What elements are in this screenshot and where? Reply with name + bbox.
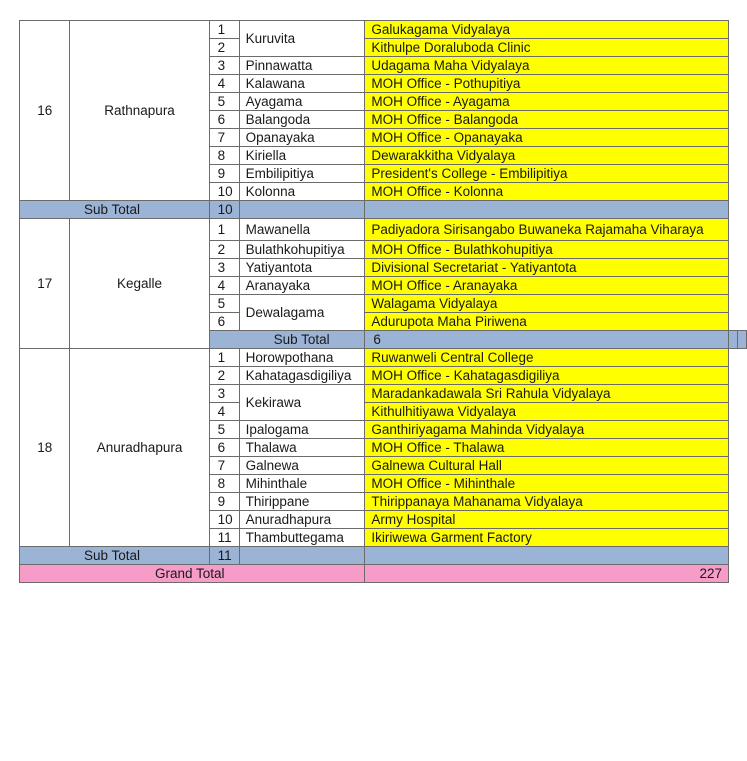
center-name: MOH Office - Bulathkohupitiya: [365, 241, 729, 259]
center-name: Ikiriwewa Garment Factory: [365, 529, 729, 547]
row-index: 2: [209, 39, 239, 57]
row-index: 10: [209, 183, 239, 201]
center-name: MOH Office - Aranayaka: [365, 277, 729, 295]
row-index: 1: [209, 21, 239, 39]
row-index: 5: [209, 93, 239, 111]
subtotal-label: Sub Total: [20, 547, 210, 565]
center-name: President's College - Embilipitiya: [365, 165, 729, 183]
row-index: 2: [209, 241, 239, 259]
center-name: Dewarakkitha Vidyalaya: [365, 147, 729, 165]
row-index: 7: [209, 457, 239, 475]
location-name: Pinnawatta: [239, 57, 365, 75]
row-index: 1: [209, 219, 239, 241]
district-name: Rathnapura: [70, 21, 209, 201]
center-name: Kithulpe Doraluboda Clinic: [365, 39, 729, 57]
location-name: Mihinthale: [239, 475, 365, 493]
grand-total-value: 227: [365, 565, 729, 583]
row-index: 5: [209, 295, 239, 313]
location-name: Ipalogama: [239, 421, 365, 439]
subtotal-label: Sub Total: [209, 331, 365, 349]
location-name: Dewalagama: [239, 295, 365, 331]
location-name: Galnewa: [239, 457, 365, 475]
center-name: MOH Office - Pothupitiya: [365, 75, 729, 93]
grand-total-label: Grand Total: [20, 565, 365, 583]
center-name: Maradankadawala Sri Rahula Vidyalaya: [365, 385, 729, 403]
center-name: Padiyadora Sirisangabo Buwaneka Rajamaha Viharaya: [365, 219, 729, 241]
center-name: Divisional Secretariat - Yatiyantota: [365, 259, 729, 277]
location-name: Ayagama: [239, 93, 365, 111]
center-name: MOH Office - Thalawa: [365, 439, 729, 457]
row-index: 6: [209, 439, 239, 457]
row-index: 3: [209, 385, 239, 403]
row-index: 3: [209, 259, 239, 277]
row-index: 4: [209, 277, 239, 295]
center-name: Galnewa Cultural Hall: [365, 457, 729, 475]
row-index: 3: [209, 57, 239, 75]
subtotal-value: 6: [365, 331, 729, 349]
row-index: 4: [209, 75, 239, 93]
center-name: Ganthiriyagama Mahinda Vidyalaya: [365, 421, 729, 439]
subtotal-row: [20, 547, 747, 565]
location-name: Embilipitiya: [239, 165, 365, 183]
location-name: Opanayaka: [239, 129, 365, 147]
district-name: Anuradhapura: [70, 349, 209, 547]
subtotal-value: 10: [209, 201, 239, 219]
row-index: 8: [209, 147, 239, 165]
row-index: 9: [209, 493, 239, 511]
center-name: MOH Office - Balangoda: [365, 111, 729, 129]
row-index: 1: [209, 349, 239, 367]
row-index: 11: [209, 529, 239, 547]
location-name: Thalawa: [239, 439, 365, 457]
row-index: 10: [209, 511, 239, 529]
center-name: MOH Office - Ayagama: [365, 93, 729, 111]
center-name: MOH Office - Kolonna: [365, 183, 729, 201]
subtotal-label: Sub Total: [20, 201, 210, 219]
subtotal-empty-cell: [729, 331, 738, 349]
center-name: MOH Office - Kahatagasdigiliya: [365, 367, 729, 385]
subtotal-empty-cell: [239, 201, 365, 219]
location-name: Thambuttegama: [239, 529, 365, 547]
location-name: Kuruvita: [239, 21, 365, 57]
subtotal-empty-cell: [365, 547, 729, 565]
row-index: 9: [209, 165, 239, 183]
center-name: Walagama Vidyalaya: [365, 295, 729, 313]
center-name: Adurupota Maha Piriwena: [365, 313, 729, 331]
row-index: 6: [209, 111, 239, 129]
grand-total-row: [20, 565, 747, 583]
district-centers-table: [19, 20, 747, 583]
location-name: Kekirawa: [239, 385, 365, 421]
subtotal-row: [20, 201, 747, 219]
location-name: Kolonna: [239, 183, 365, 201]
center-name: Udagama Maha Vidyalaya: [365, 57, 729, 75]
subtotal-value: 11: [209, 547, 239, 565]
subtotal-empty-cell: [365, 201, 729, 219]
district-number: 17: [20, 219, 70, 349]
center-name: Galukagama Vidyalaya: [365, 21, 729, 39]
table-row: [20, 21, 747, 39]
row-index: 4: [209, 403, 239, 421]
center-name: Thirippanaya Mahanama Vidyalaya: [365, 493, 729, 511]
location-name: Bulathkohupitiya: [239, 241, 365, 259]
center-name: MOH Office - Mihinthale: [365, 475, 729, 493]
center-name: Ruwanweli Central College: [365, 349, 729, 367]
location-name: Kiriella: [239, 147, 365, 165]
location-name: Thirippane: [239, 493, 365, 511]
location-name: Kahatagasdigiliya: [239, 367, 365, 385]
location-name: Kalawana: [239, 75, 365, 93]
location-name: Yatiyantota: [239, 259, 365, 277]
table-row: [20, 219, 747, 241]
center-name: Kithulhitiyawa Vidyalaya: [365, 403, 729, 421]
location-name: Mawanella: [239, 219, 365, 241]
table-row: [20, 349, 747, 367]
location-name: Aranayaka: [239, 277, 365, 295]
row-index: 5: [209, 421, 239, 439]
location-name: Anuradhapura: [239, 511, 365, 529]
district-number: 18: [20, 349, 70, 547]
center-name: MOH Office - Opanayaka: [365, 129, 729, 147]
row-index: 8: [209, 475, 239, 493]
subtotal-empty-cell: [738, 331, 747, 349]
district-name: Kegalle: [70, 219, 209, 349]
center-name: Army Hospital: [365, 511, 729, 529]
location-name: Horowpothana: [239, 349, 365, 367]
row-index: 2: [209, 367, 239, 385]
location-name: Balangoda: [239, 111, 365, 129]
district-number: 16: [20, 21, 70, 201]
subtotal-empty-cell: [239, 547, 365, 565]
row-index: 6: [209, 313, 239, 331]
row-index: 7: [209, 129, 239, 147]
